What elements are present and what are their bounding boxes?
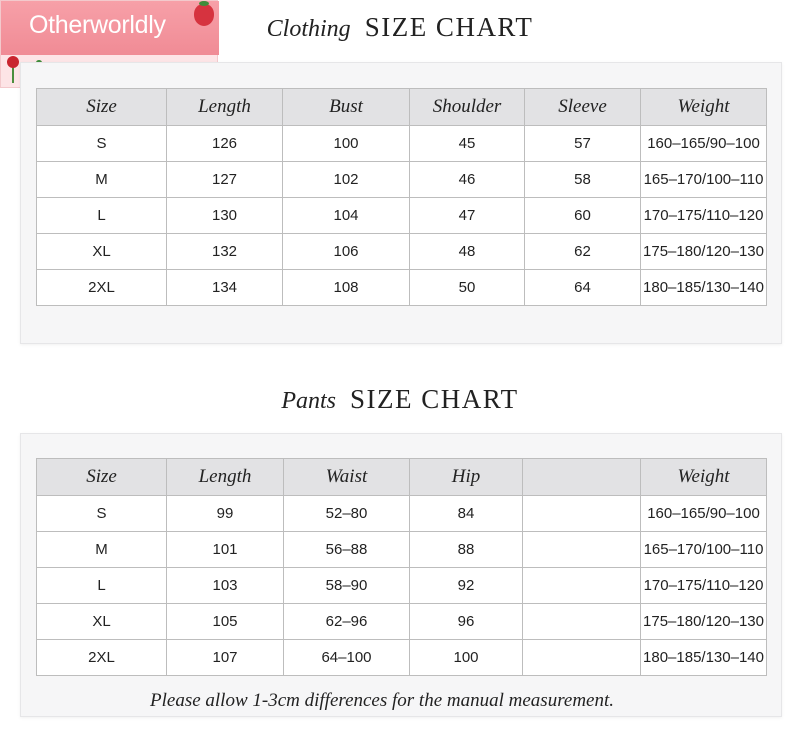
- table-header-row: [37, 89, 767, 126]
- table-cell: 92: [410, 568, 523, 604]
- table-cell: 58: [525, 162, 641, 198]
- column-header: Weight: [641, 459, 767, 496]
- table-cell: 165–170/100–110: [641, 532, 767, 568]
- measurement-note: Please allow 1-3cm differences for the manual measurement.: [150, 690, 614, 711]
- table-row: [37, 604, 767, 640]
- table-cell: [523, 640, 641, 676]
- table-cell: 60: [525, 198, 641, 234]
- table-cell: 48: [410, 234, 525, 270]
- column-header: Shoulder: [410, 89, 525, 126]
- table-row: [37, 126, 767, 162]
- brand-name: Otherworldly: [29, 11, 166, 39]
- table-row: [37, 234, 767, 270]
- table-cell: 165–170/100–110: [641, 162, 767, 198]
- table-row: [37, 640, 767, 676]
- table-row: [37, 568, 767, 604]
- table-cell: 64–100: [284, 640, 410, 676]
- table-cell: 175–180/120–130: [641, 234, 767, 270]
- table-cell: 102: [283, 162, 410, 198]
- table-cell: 108: [283, 270, 410, 306]
- column-header: Hip: [410, 459, 523, 496]
- pants-size-table: [36, 458, 767, 676]
- table-cell: 130: [167, 198, 283, 234]
- table-cell: [523, 532, 641, 568]
- table-cell: 160–165/90–100: [641, 496, 767, 532]
- table-cell: 2XL: [37, 640, 167, 676]
- table-cell: 160–165/90–100: [641, 126, 767, 162]
- table-row: [37, 496, 767, 532]
- table-header-row: [37, 459, 767, 496]
- table-cell: 105: [167, 604, 284, 640]
- table-cell: S: [37, 496, 167, 532]
- table-cell: 56–88: [284, 532, 410, 568]
- table-cell: 62: [525, 234, 641, 270]
- table-cell: L: [37, 568, 167, 604]
- clothing-title-caps: SIZE CHART: [364, 12, 534, 42]
- table-cell: XL: [37, 604, 167, 640]
- table-cell: 180–185/130–140: [641, 270, 767, 306]
- table-cell: M: [37, 532, 167, 568]
- pants-title-italic: Pants: [281, 388, 337, 414]
- table-cell: 170–175/110–120: [641, 568, 767, 604]
- table-row: [37, 270, 767, 306]
- column-header: Weight: [641, 89, 767, 126]
- column-header: Length: [167, 459, 284, 496]
- column-header: Size: [37, 89, 167, 126]
- table-cell: 64: [525, 270, 641, 306]
- table-cell: 57: [525, 126, 641, 162]
- table-cell: M: [37, 162, 167, 198]
- clothing-size-table: [36, 88, 767, 306]
- table-row: [37, 532, 767, 568]
- column-header: Bust: [283, 89, 410, 126]
- table-cell: 103: [167, 568, 284, 604]
- pants-title: [0, 384, 800, 415]
- table-cell: [523, 604, 641, 640]
- table-cell: 88: [410, 532, 523, 568]
- column-header: Sleeve: [525, 89, 641, 126]
- table-cell: 175–180/120–130: [641, 604, 767, 640]
- rose-icon: [7, 56, 19, 68]
- table-cell: 104: [283, 198, 410, 234]
- table-cell: 46: [410, 162, 525, 198]
- table-cell: 132: [167, 234, 283, 270]
- table-cell: 126: [167, 126, 283, 162]
- table-cell: 100: [283, 126, 410, 162]
- table-cell: 101: [167, 532, 284, 568]
- column-header: Length: [167, 89, 283, 126]
- table-row: [37, 162, 767, 198]
- table-cell: [523, 496, 641, 532]
- table-cell: 106: [283, 234, 410, 270]
- table-cell: 62–96: [284, 604, 410, 640]
- table-cell: 47: [410, 198, 525, 234]
- table-cell: [523, 568, 641, 604]
- clothing-title: [0, 12, 800, 43]
- column-header: Waist: [284, 459, 410, 496]
- table-cell: 84: [410, 496, 523, 532]
- table-cell: 180–185/130–140: [641, 640, 767, 676]
- table-cell: 127: [167, 162, 283, 198]
- clothing-title-italic: Clothing: [266, 16, 351, 42]
- table-cell: 52–80: [284, 496, 410, 532]
- column-header: [523, 459, 641, 496]
- table-row: [37, 198, 767, 234]
- table-cell: L: [37, 198, 167, 234]
- table-cell: 58–90: [284, 568, 410, 604]
- table-cell: 134: [167, 270, 283, 306]
- column-header: Size: [37, 459, 167, 496]
- table-cell: 2XL: [37, 270, 167, 306]
- table-cell: 100: [410, 640, 523, 676]
- table-cell: 99: [167, 496, 284, 532]
- table-cell: 107: [167, 640, 284, 676]
- table-cell: 50: [410, 270, 525, 306]
- pants-title-caps: SIZE CHART: [350, 384, 519, 414]
- table-cell: 170–175/110–120: [641, 198, 767, 234]
- table-cell: 45: [410, 126, 525, 162]
- table-cell: S: [37, 126, 167, 162]
- table-cell: 96: [410, 604, 523, 640]
- table-cell: XL: [37, 234, 167, 270]
